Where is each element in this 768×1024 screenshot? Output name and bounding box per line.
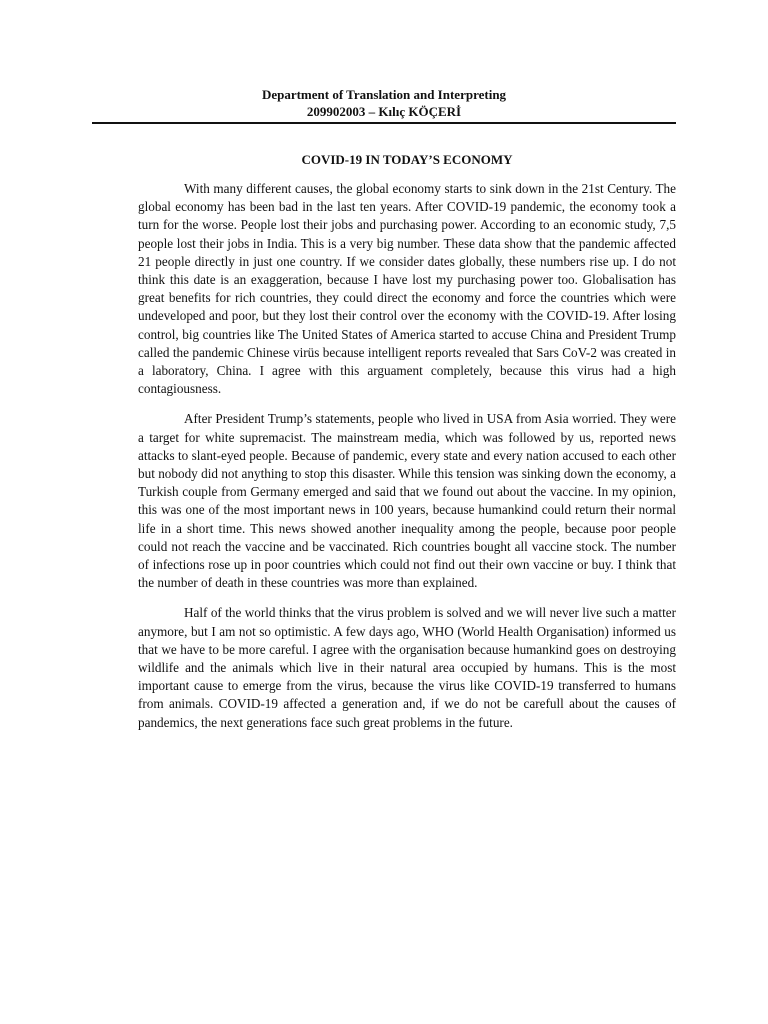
body-paragraph: With many different causes, the global economy starts to sink down in the 21st Century. The global economy has been bad in the last ten years. After COVID-19 pandemic, the economy took a turn for the worse. People lost their jobs and purchasing power. According to an economic study, 7,5 people lost their jobs in India. This is a very big number. These data show that the pandemic affected 21 people directly in just one country. If we consider dates globally, these numbers rise up. I do not think this date is an exaggeration, because I have lost my purchasing power too. Globalisation has great benefits for rich countries, they could direct the economy and force the countries which were undeveloped and poor, but they lost their control over the economy with the COVID-19. After losing control, big countries like The United States of America started to accuse China and President Trump called the pandemic Chinese virüs because intelligent reports revealed that Sars CoV-2 was created in a laboratory, China. I agree with this arguament completely, because this virus had a high contagiousness. xyxy=(138,181,676,397)
department-name: Department of Translation and Interpreting xyxy=(261,87,507,102)
document-body xyxy=(138,180,676,744)
body-paragraph: Half of the world thinks that the virus problem is solved and we will never live such a matter anymore, but I am not so optimistic. A few days ago, WHO (World Health Organisation) informed us that we have to be more careful. I agree with the organisation because humankind goes on destroying wildlife and the animals which live in their natural area occupied by humans. This is the most important cause to emerge from the virus, because the virus like COVID-19 transferred to humans from animals. COVID-19 affected a generation and, if we do not be carefull about the causes of pandemics, the next generations face such great problems in the future. xyxy=(138,605,676,730)
body-paragraph: After President Trump’s statements, people who lived in USA from Asia worried. They were a target for white supremacist. The mainstream media, which was followed by us, reported news attacks to slant-eyed people. Because of pandemic, every state and every nation accused to each other but nobody did not anything to stop this disaster. While this tension was sinking down the economy, a Turkish couple from Germany emerged and said that we found out about the vaccine. In my opinion, this was one of the most important news in 100 years, because humankind could return their normal life in a short time. This news showed another inequality among the people, because poor people could not reach the vaccine and be vaccinated. Rich countries bought all vaccine stock. The number of infections rose up in poor countries which could not find out their own vaccine or buy. I think that the number of death in these countries was more than explained. xyxy=(138,411,676,591)
header-divider xyxy=(92,122,676,124)
document-title: COVID-19 IN TODAY’S ECONOMY xyxy=(301,152,513,167)
document-header xyxy=(92,86,676,120)
student-id-and-name: 209902003 – Kılıç KÖÇERİ xyxy=(306,104,462,119)
